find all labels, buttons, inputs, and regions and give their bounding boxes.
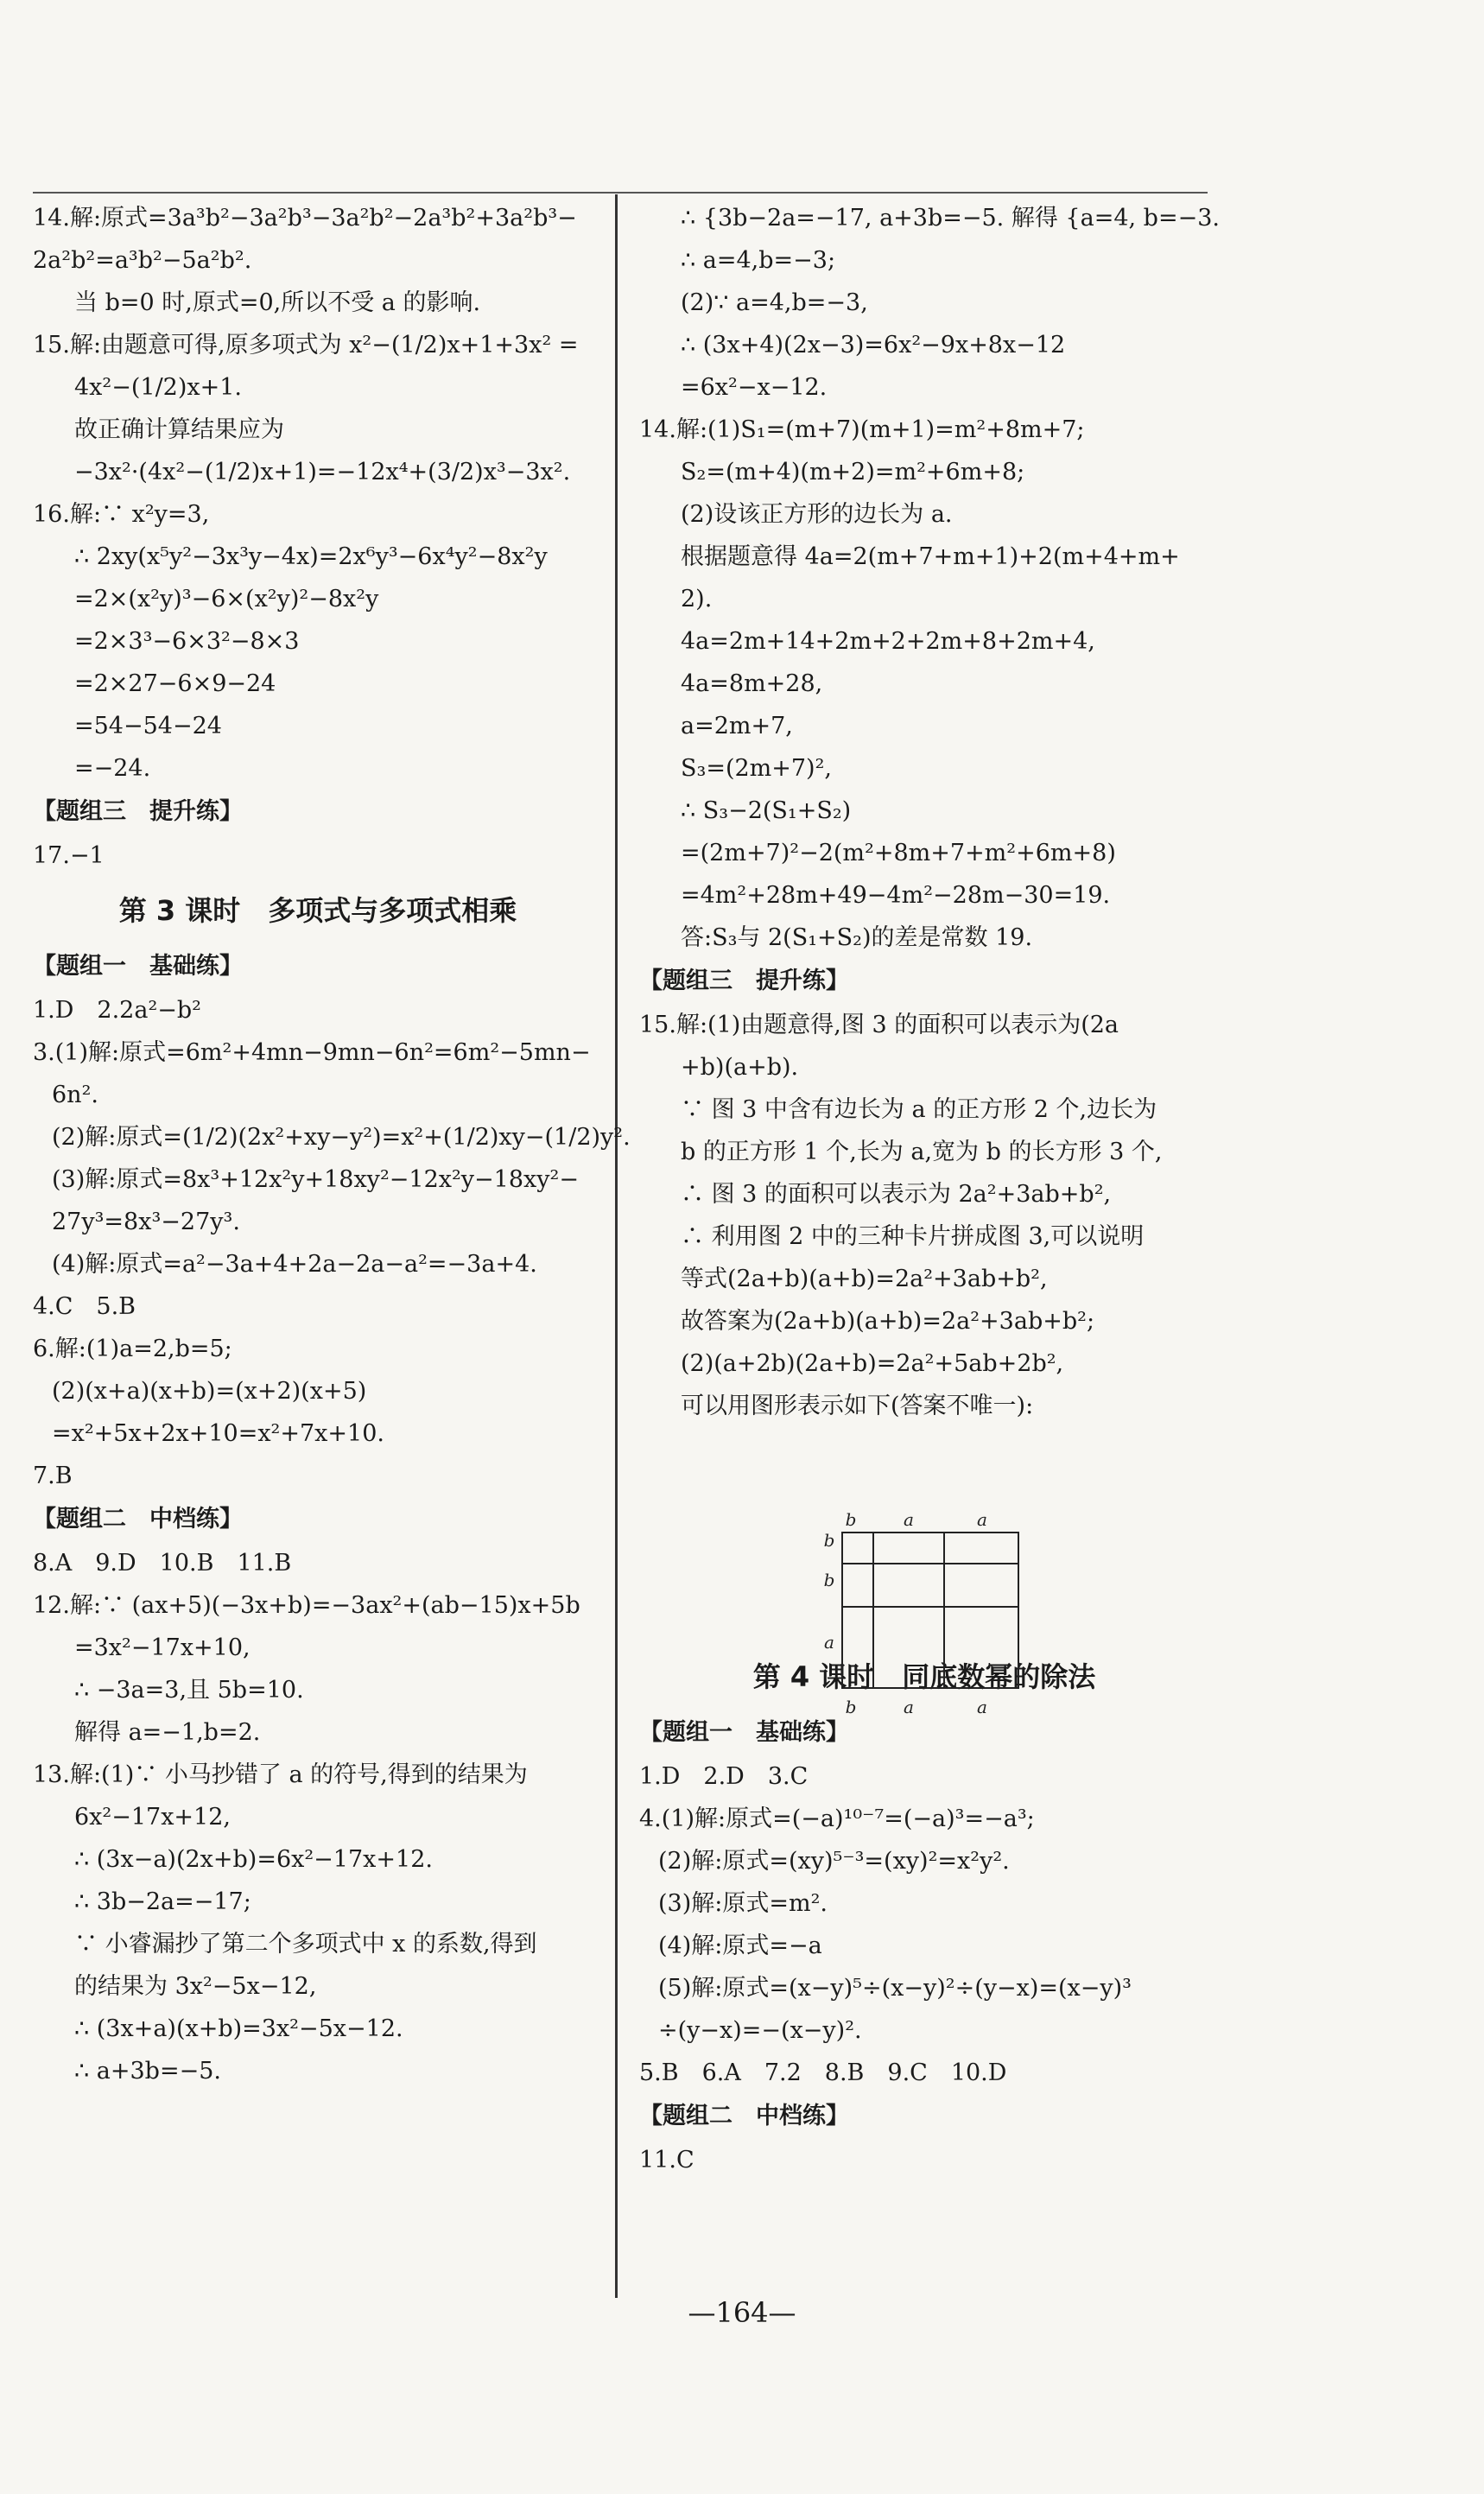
left-line-34: ∴ −3a=3,且 5b=10. (74, 1677, 304, 1704)
left-line-14: 【题组三 提升练】 (33, 798, 243, 825)
left-line-8: ∴ 2xy(x⁵y²−3x³y−4x)=2x⁶y³−6x⁴y²−8x²y (74, 543, 548, 570)
right2-line-8: ÷(y−x)=−(x−y)². (658, 2017, 862, 2044)
left-line-6: −3x²·(4x²−(1/2)x+1)=−12x⁴+(3/2)x³−3x². (74, 459, 571, 485)
right-line-16: =4m²+28m+49−4m²−28m−30=19. (681, 882, 1111, 909)
right-line-6: S₂=(m+4)(m+2)=m²+6m+8; (681, 459, 1025, 485)
right-line-20: +b)(a+b). (681, 1054, 799, 1081)
left-line-31: 8.A 9.D 10.B 11.B (33, 1550, 292, 1577)
left-line-5: 故正确计算结果应为 (74, 416, 284, 443)
left-line-36: 13.解:(1)∵ 小马抄错了 a 的符号,得到的结果为 (33, 1761, 528, 1788)
left-line-16: 第 3 课时 多项式与多项式相乘 (118, 894, 517, 927)
column-divider (615, 194, 618, 2298)
right-line-7: (2)设该正方形的边长为 a. (681, 501, 953, 528)
right2-line-4: (2)解:原式=(xy)⁵⁻³=(xy)²=x²y². (658, 1848, 1010, 1875)
left-line-26: 6.解:(1)a=2,b=5; (33, 1336, 232, 1362)
right-line-24: ∴ 利用图 2 中的三种卡片拼成图 3,可以说明 (681, 1223, 1145, 1250)
right2-line-0: 第 4 课时 同底数幂的除法 (752, 1660, 1096, 1693)
area-model-figure (808, 1510, 1032, 1722)
right-line-11: 4a=8m+28, (681, 670, 823, 697)
right-line-21: ∵ 图 3 中含有边长为 a 的正方形 2 个,边长为 (681, 1096, 1157, 1123)
left-line-7: 16.解:∵ x²y=3, (33, 501, 210, 528)
left-column (33, 197, 631, 2092)
left-line-12: =54−54−24 (74, 713, 222, 739)
left-line-10: =2×3³−6×3²−8×3 (74, 628, 300, 655)
left-line-1: 2a²b²=a³b²−5a²b². (33, 247, 252, 274)
left-line-11: =2×27−6×9−24 (74, 670, 276, 697)
right-line-27: (2)(a+2b)(2a+b)=2a²+5ab+2b², (681, 1350, 1064, 1377)
left-line-3: 15.解:由题意可得,原多项式为 x²−(1/2)x+1+3x² = (33, 332, 579, 359)
right2-line-11: 11.C (639, 2147, 694, 2174)
right-line-5: 14.解:(1)S₁=(m+7)(m+1)=m²+8m+7; (639, 416, 1085, 443)
left-line-27: (2)(x+a)(x+b)=(x+2)(x+5) (52, 1378, 367, 1405)
right-line-14: ∴ S₃−2(S₁+S₂) (681, 797, 852, 824)
left-line-28: =x²+5x+2x+10=x²+7x+10. (52, 1420, 384, 1447)
fig-left-label-1: b (823, 1570, 835, 1590)
left-line-0: 14.解:原式=3a³b²−3a²b³−3a²b²−2a³b²+3a²b³− (33, 205, 577, 232)
left-line-43: ∴ a+3b=−5. (74, 2058, 221, 2085)
left-line-9: =2×(x²y)³−6×(x²y)²−8x²y (74, 586, 379, 612)
left-line-24: (4)解:原式=a²−3a+4+2a−2a−a²=−3a+4. (52, 1251, 537, 1278)
right-line-22: b 的正方形 1 个,长为 a,宽为 b 的长方形 3 个, (681, 1139, 1163, 1165)
left-line-29: 7.B (33, 1463, 73, 1489)
right-line-4: =6x²−x−12. (681, 374, 828, 401)
left-line-42: ∴ (3x+a)(x+b)=3x²−5x−12. (74, 2015, 403, 2042)
fig-left-label-0: b (823, 1530, 835, 1551)
right-line-23: ∴ 图 3 的面积可以表示为 2a²+3ab+b², (681, 1181, 1112, 1208)
right2-line-2: 1.D 2.D 3.C (639, 1763, 809, 1790)
right-line-28: 可以用图形表示如下(答案不唯一): (681, 1393, 1034, 1419)
left-line-35: 解得 a=−1,b=2. (74, 1719, 261, 1746)
right-line-9: 2). (681, 586, 713, 612)
left-line-41: 的结果为 3x²−5x−12, (74, 1973, 317, 2000)
left-line-18: 1.D 2.2a²−b² (33, 997, 201, 1024)
left-line-13: =−24. (74, 755, 151, 782)
left-line-33: =3x²−17x+10, (74, 1634, 251, 1661)
right2-line-9: 5.B 6.A 7.2 8.B 9.C 10.D (639, 2059, 1007, 2086)
right-line-3: ∴ (3x+4)(2x−3)=6x²−9x+8x−12 (681, 332, 1066, 359)
left-line-2: 当 b=0 时,原式=0,所以不受 a 的影响. (74, 289, 481, 316)
top-rule (33, 192, 1208, 194)
left-line-19: 3.(1)解:原式=6m²+4mn−9mn−6n²=6m²−5mn− (33, 1039, 591, 1066)
right-line-1: ∴ a=4,b=−3; (681, 247, 836, 274)
right-line-26: 故答案为(2a+b)(a+b)=2a²+3ab+b²; (681, 1308, 1095, 1335)
left-line-25: 4.C 5.B (33, 1293, 136, 1320)
fig-top-label-2: a (977, 1510, 987, 1530)
left-line-20: 6n². (52, 1082, 98, 1108)
right2-line-1: 【题组一 基础练】 (639, 1719, 849, 1746)
left-line-30: 【题组二 中档练】 (33, 1506, 243, 1533)
left-line-21: (2)解:原式=(1/2)(2x²+xy−y²)=x²+(1/2)xy−(1/2)y². (52, 1124, 631, 1151)
left-line-17: 【题组一 基础练】 (33, 953, 243, 980)
left-line-40: ∵ 小睿漏抄了第二个多项式中 x 的系数,得到 (74, 1931, 537, 1958)
right-column-part-1 (639, 197, 1220, 1427)
right-line-19: 15.解:(1)由题意得,图 3 的面积可以表示为(2a (639, 1012, 1119, 1038)
fig-top-label-1: a (904, 1510, 914, 1530)
right-line-8: 根据题意得 4a=2(m+7+m+1)+2(m+4+m+ (681, 543, 1180, 570)
right-line-10: 4a=2m+14+2m+2+2m+8+2m+4, (681, 628, 1095, 655)
right-column (639, 197, 1220, 2181)
left-line-32: 12.解:∵ (ax+5)(−3x+b)=−3ax²+(ab−15)x+5b (33, 1592, 580, 1619)
right2-line-6: (4)解:原式=−a (658, 1932, 822, 1959)
right-line-18: 【题组三 提升练】 (639, 968, 849, 994)
right-column-part-2 (639, 1643, 1209, 2181)
right-line-25: 等式(2a+b)(a+b)=2a²+3ab+b², (681, 1266, 1048, 1292)
left-line-39: ∴ 3b−2a=−17; (74, 1888, 251, 1915)
fig-bottom-label-1: a (904, 1697, 914, 1717)
fig-bottom-label-0: b (845, 1697, 857, 1717)
left-line-15: 17.−1 (33, 842, 105, 869)
right-line-12: a=2m+7, (681, 713, 793, 739)
fig-top-label-0: b (845, 1510, 857, 1530)
page-number: —164— (688, 2296, 796, 2329)
right2-line-10: 【题组二 中档练】 (639, 2103, 849, 2129)
fig-left-label-2: a (824, 1632, 834, 1653)
fig-bottom-label-2: a (977, 1697, 987, 1717)
right-line-15: =(2m+7)²−2(m²+8m+7+m²+6m+8) (681, 840, 1116, 866)
right-line-17: 答:S₃与 2(S₁+S₂)的差是常数 19. (681, 924, 1033, 951)
right2-line-5: (3)解:原式=m². (658, 1890, 828, 1917)
left-line-37: 6x²−17x+12, (74, 1804, 231, 1831)
left-line-23: 27y³=8x³−27y³. (52, 1209, 240, 1235)
right2-line-7: (5)解:原式=(x−y)⁵÷(x−y)²÷(y−x)=(x−y)³ (658, 1975, 1132, 2002)
right-line-0: ∴ {3b−2a=−17, a+3b=−5. 解得 {a=4, b=−3. (681, 205, 1220, 232)
fig-outer-rect (842, 1533, 1018, 1688)
left-line-38: ∴ (3x−a)(2x+b)=6x²−17x+12. (74, 1846, 433, 1873)
right-line-13: S₃=(2m+7)², (681, 755, 832, 782)
right-line-2: (2)∵ a=4,b=−3, (681, 289, 868, 316)
right2-line-3: 4.(1)解:原式=(−a)¹⁰⁻⁷=(−a)³=−a³; (639, 1805, 1035, 1832)
left-line-4: 4x²−(1/2)x+1. (74, 374, 242, 401)
left-line-22: (3)解:原式=8x³+12x²y+18xy²−12x²y−18xy²− (52, 1166, 579, 1193)
